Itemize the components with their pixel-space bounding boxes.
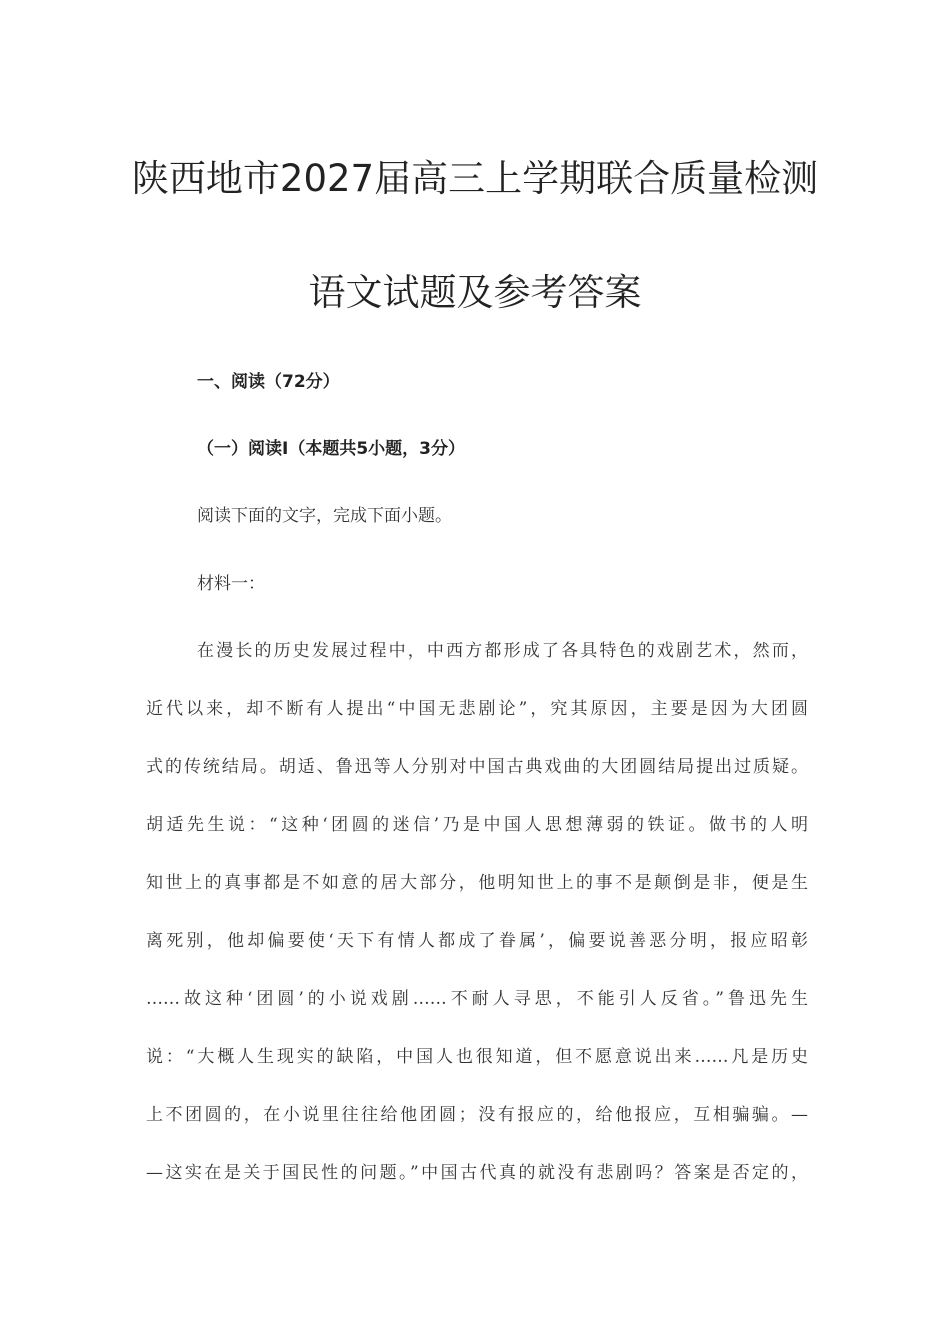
document-title-line-2: 语文试题及参考答案 <box>308 271 642 314</box>
body-line: 式的传统结局。胡适、鲁迅等人分别对中国古典戏曲的大团圆结局提出过质疑。 <box>146 757 808 777</box>
body-line: 在漫长的历史发展过程中，中西方都形成了各具特色的戏剧艺术，然而， <box>197 641 808 661</box>
body-line: 知世上的真事都是不如意的居大部分，他明知世上的事不是颠倒是非，便是生 <box>146 873 808 893</box>
body-line: —这实在是关于国民性的问题。”中国古代真的就没有悲剧吗？答案是否定的， <box>146 1163 808 1183</box>
subsection-heading: （一）阅读I（本题共5小题，3分） <box>197 439 465 459</box>
document-title-line-1: 陕西地市2027届高三上学期联合质量检测 <box>131 157 819 200</box>
section-heading: 一、阅读（72分） <box>197 372 340 392</box>
body-line: 胡适先生说：“这种‘团圆的迷信’乃是中国人思想薄弱的铁证。做书的人明 <box>146 815 808 835</box>
material-label: 材料一： <box>197 574 265 594</box>
body-line: 近代以来，却不断有人提出“中国无悲剧论”，究其原因，主要是因为大团圆 <box>146 699 808 719</box>
body-line: 上不团圆的，在小说里往往给他团圆；没有报应的，给他报应，互相骗骗。— <box>146 1105 808 1125</box>
body-line: 说：“大概人生现实的缺陷，中国人也很知道，但不愿意说出来……凡是历史 <box>146 1047 808 1067</box>
body-line: ……故这种‘团圆’的小说戏剧……不耐人寻思，不能引人反省。”鲁迅先生 <box>146 989 808 1009</box>
body-line: 离死别，他却偏要使‘天下有情人都成了眷属’，偏要说善恶分明，报应昭彰 <box>146 931 808 951</box>
instruction-text: 阅读下面的文字，完成下面小题。 <box>197 506 452 526</box>
